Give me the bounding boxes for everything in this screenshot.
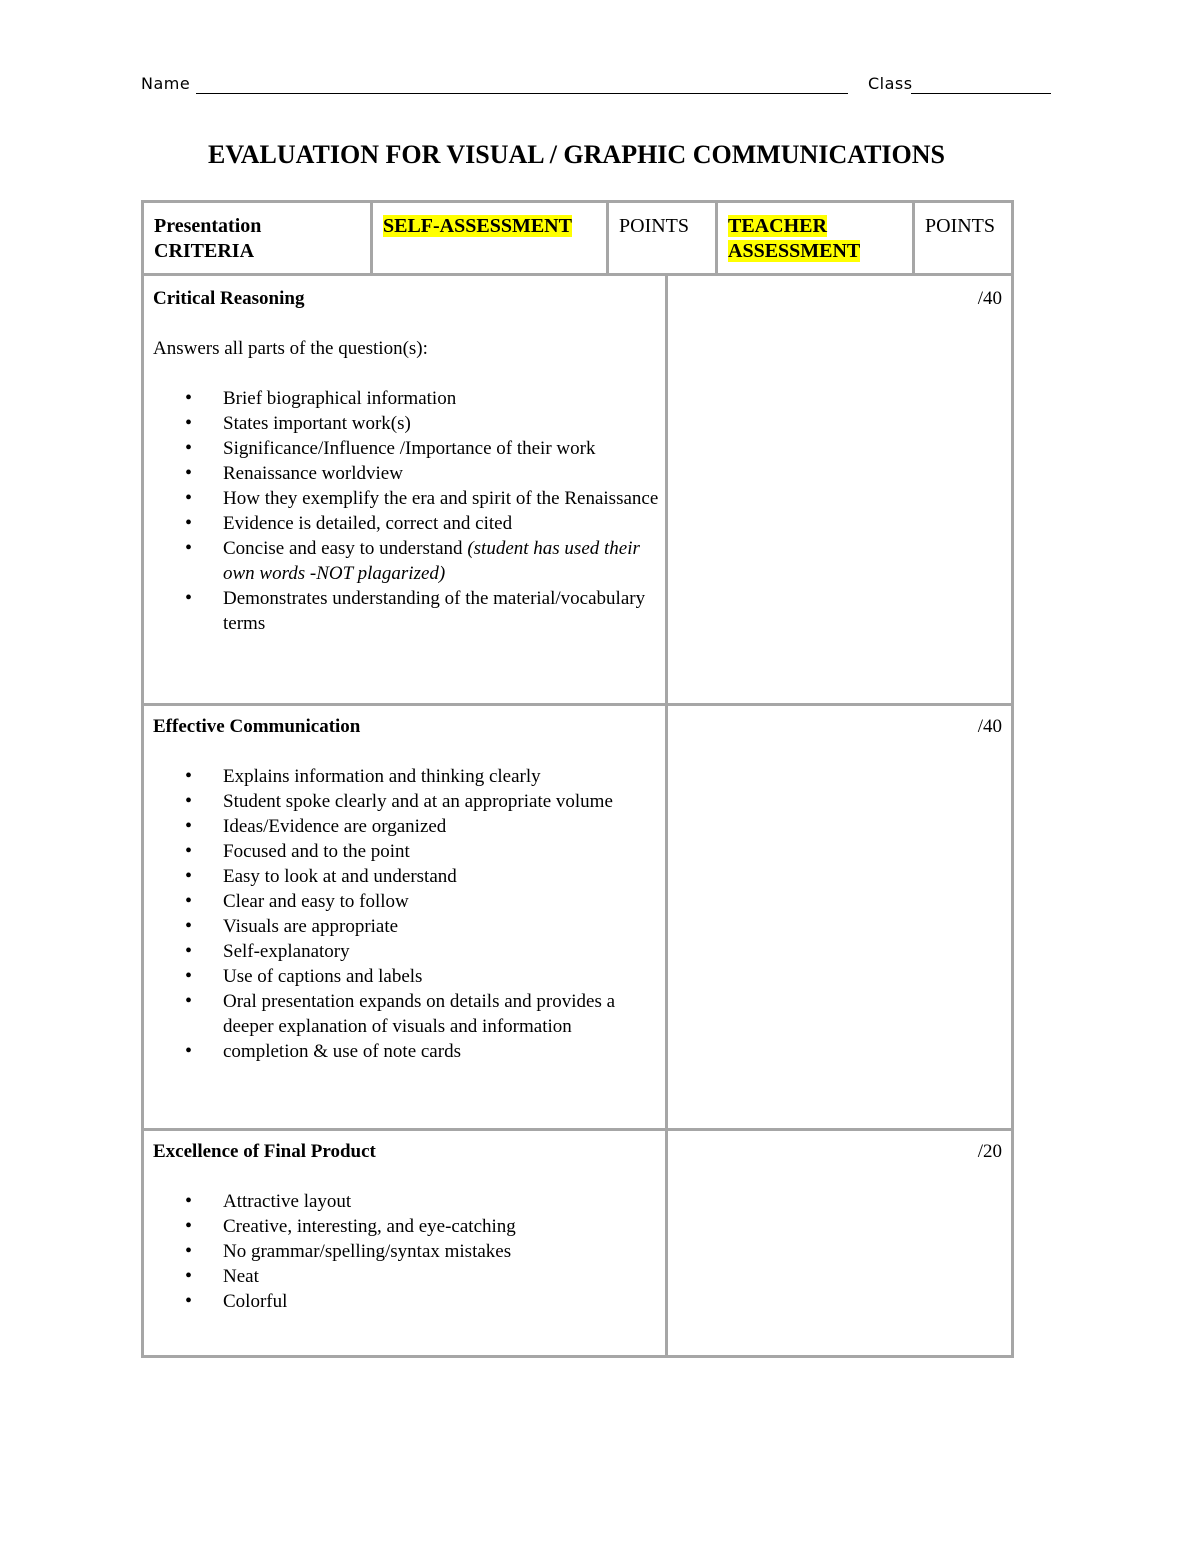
list-item-text: Concise and easy to understand [223,538,463,559]
self-assessment-label: SELF-ASSESSMENT [383,215,572,237]
criteria-cell [153,1139,663,1314]
criteria-cell [153,714,663,1064]
list-item: • Explains information and thinking clearly [153,764,663,789]
points-header-2: POINTS [925,215,996,237]
section-title: Critical Reasoning [153,288,305,309]
teacher-header-line2: ASSESSMENT [728,240,861,262]
list-item [153,536,663,586]
list-item: • Attractive layout [153,1189,663,1214]
name-field[interactable] [196,93,848,94]
criteria-list [153,386,663,636]
list-item: • No grammar/spelling/syntax mistakes [153,1239,663,1264]
list-item: • Oral presentation expands on details and provides a deeper explanation of visuals and information [153,989,663,1039]
section-title: Excellence of Final Product [153,1141,376,1162]
points-value: /40 [977,716,1002,737]
class-label: Class [868,74,913,93]
class-field[interactable] [911,93,1051,94]
list-item: • Student spoke clearly and at an appropriate volume [153,789,663,814]
page-title: EVALUATION FOR VISUAL / GRAPHIC COMMUNICATIONS [208,140,945,169]
table-row [141,1129,1014,1358]
list-item-note: (student has used their own words -NOT plagarized) [223,538,640,584]
criteria-header [144,203,371,273]
name-label: Name [141,74,191,93]
list-item: • How they exemplify the era and spirit of the Renaissance [153,486,663,511]
list-item: • Significance/Influence /Importance of their work [153,436,663,461]
list-item: • completion & use of note cards [153,1039,663,1064]
list-item: • Creative, interesting, and eye-catching [153,1214,663,1239]
list-item: • Colorful [153,1289,663,1314]
self-assessment-header [373,203,606,273]
criteria-list [153,1189,663,1314]
list-item: • Demonstrates understanding of the material/vocabulary terms [153,586,663,636]
table-row [141,276,1014,706]
criteria-list [153,764,663,1064]
list-item: • Neat [153,1264,663,1289]
list-item: • Visuals are appropriate [153,914,663,939]
section-title: Effective Communication [153,716,361,737]
list-item: • Self-explanatory [153,939,663,964]
criteria-cell [153,286,663,636]
teacher-header-line1: TEACHER [728,215,827,237]
criteria-header-line1: Presentation [154,215,262,237]
list-item: • Ideas/Evidence are organized [153,814,663,839]
points-value: /40 [977,288,1002,309]
list-item: • Focused and to the point [153,839,663,864]
list-item: • Brief biographical information [153,386,663,411]
list-item: • Use of captions and labels [153,964,663,989]
table-row [141,704,1014,1131]
list-item: • Renaissance worldview [153,461,663,486]
teacher-assessment-header [718,203,912,273]
list-item: • Easy to look at and understand [153,864,663,889]
table-header-row [141,200,1014,276]
list-item: • Evidence is detailed, correct and cited [153,511,663,536]
points-header-1: POINTS [619,215,690,237]
list-item: • States important work(s) [153,411,663,436]
section-intro: Answers all parts of the question(s): [153,338,428,359]
points-value: /20 [977,1141,1002,1162]
list-item: • Clear and easy to follow [153,889,663,914]
criteria-header-line2: CRITERIA [154,240,255,262]
